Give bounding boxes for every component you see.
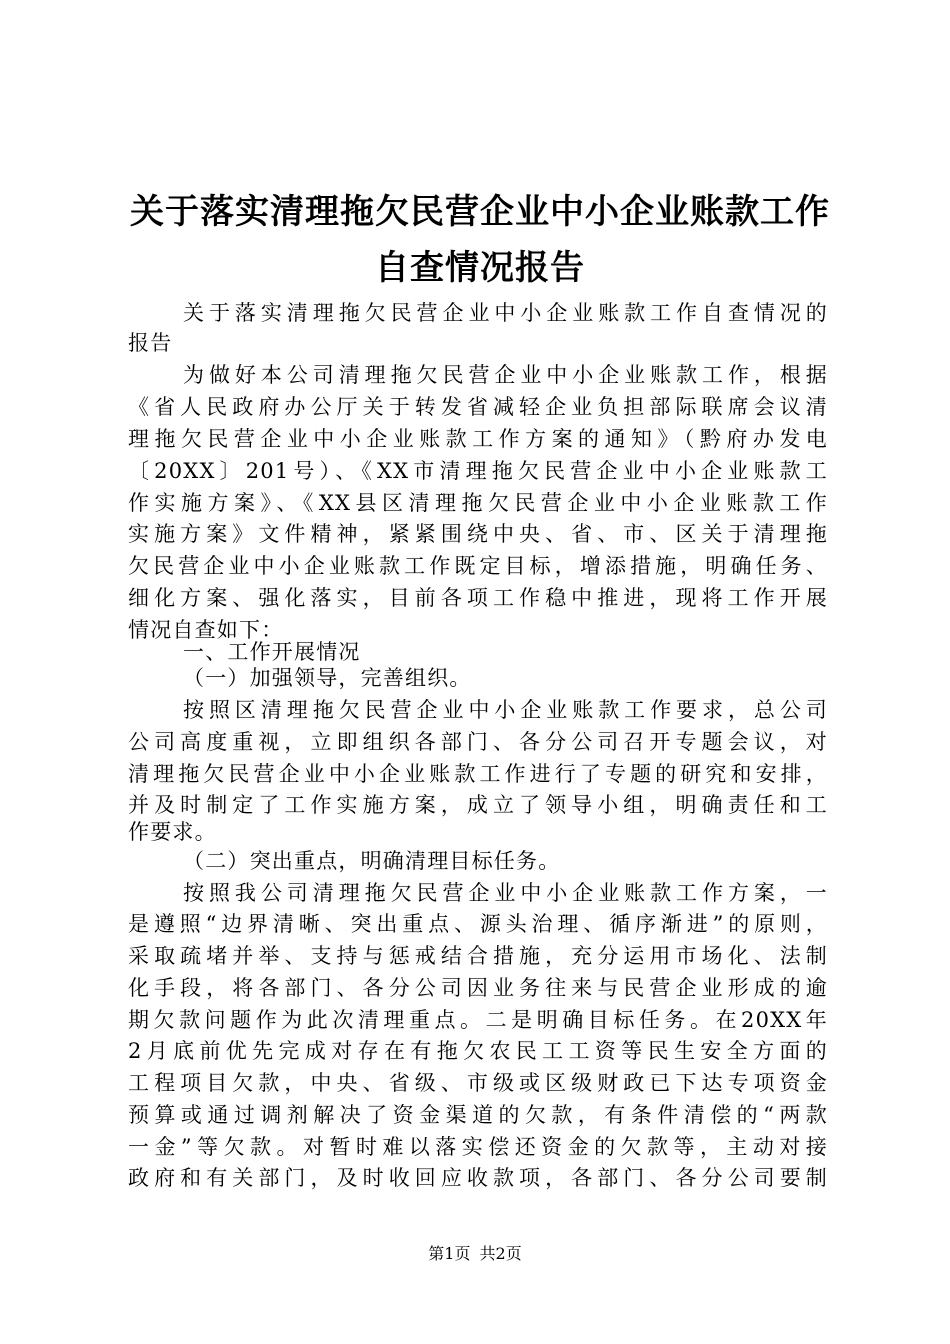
document-title-line-1: 关于落实清理拖欠民营企业中小企业账款工作 — [130, 192, 830, 232]
subsection-heading: （一）加强领导，完善组织。 — [183, 666, 472, 690]
subsection-heading: （二）突出重点，明确清理目标任务。 — [183, 849, 561, 873]
body-line: 采取疏堵并举、支持与惩戒结合措施，充分运用市场化、法制 — [128, 944, 828, 968]
body-line: 实施方案》文件精神，紧紧围绕中央、省、市、区关于清理拖 — [128, 522, 828, 546]
body-line: 为做好本公司清理拖欠民营企业中小企业账款工作，根据 — [183, 363, 828, 387]
page-number-footer: 第1页 共2页 — [428, 1244, 522, 1263]
body-line: 2月底前优先完成对存在有拖欠农民工工资等民生安全方面的 — [128, 1039, 828, 1063]
body-line: 工程项目欠款，中央、省级、市级或区级财政已下达专项资金 — [128, 1071, 828, 1095]
body-line: 按照我公司清理拖欠民营企业中小企业账款工作方案，一 — [183, 881, 828, 905]
body-line: 〔20XX〕201号）、《XX市清理拖欠民营企业中小企业账款工 — [128, 459, 828, 483]
body-line: 欠民营企业中小企业账款工作既定目标，增添措施，明确任务、 — [128, 554, 828, 578]
body-line: 作要求。 — [128, 820, 217, 844]
body-line: 情况自查如下： — [128, 618, 284, 642]
section-heading: 一、工作开展情况 — [183, 640, 361, 664]
body-line: 化手段，将各部门、各分公司因业务往来与民营企业形成的逾 — [128, 976, 828, 1000]
body-line: 期欠款问题作为此次清理重点。二是明确目标任务。在20XX年 — [128, 1008, 828, 1032]
body-line: 《省人民政府办公厅关于转发省减轻企业负担部际联席会议清 — [128, 395, 828, 419]
body-line: 理拖欠民营企业中小企业账款工作方案的通知》（黔府办发电 — [128, 427, 828, 451]
body-line: 政府和有关部门，及时收回应收款项，各部门、各分公司要制 — [128, 1166, 828, 1190]
body-line: 细化方案、强化落实，目前各项工作稳中推进，现将工作开展 — [128, 586, 828, 610]
body-line: 并及时制定了工作实施方案，成立了领导小组，明确责任和工 — [128, 793, 828, 817]
body-line: 清理拖欠民营企业中小企业账款工作进行了专题的研究和安排， — [128, 762, 828, 786]
document-title-line-2: 自查情况报告 — [375, 248, 585, 288]
body-line: 是遵照“边界清晰、突出重点、源头治理、循序渐进”的原则， — [128, 912, 828, 936]
body-line: 按照区清理拖欠民营企业中小企业账款工作要求，总公司 — [183, 698, 828, 722]
body-line: 预算或通过调剂解决了资金渠道的欠款，有条件清偿的“两款 — [128, 1103, 828, 1127]
body-line: 报告 — [128, 331, 173, 355]
body-line: 公司高度重视，立即组织各部门、各分公司召开专题会议，对 — [128, 730, 828, 754]
body-line: 关于落实清理拖欠民营企业中小企业账款工作自查情况的 — [183, 301, 828, 325]
body-line: 作实施方案》、《XX县区清理拖欠民营企业中小企业账款工作 — [128, 491, 828, 515]
body-line: 一金”等欠款。对暂时难以落实偿还资金的欠款等，主动对接 — [128, 1135, 828, 1159]
